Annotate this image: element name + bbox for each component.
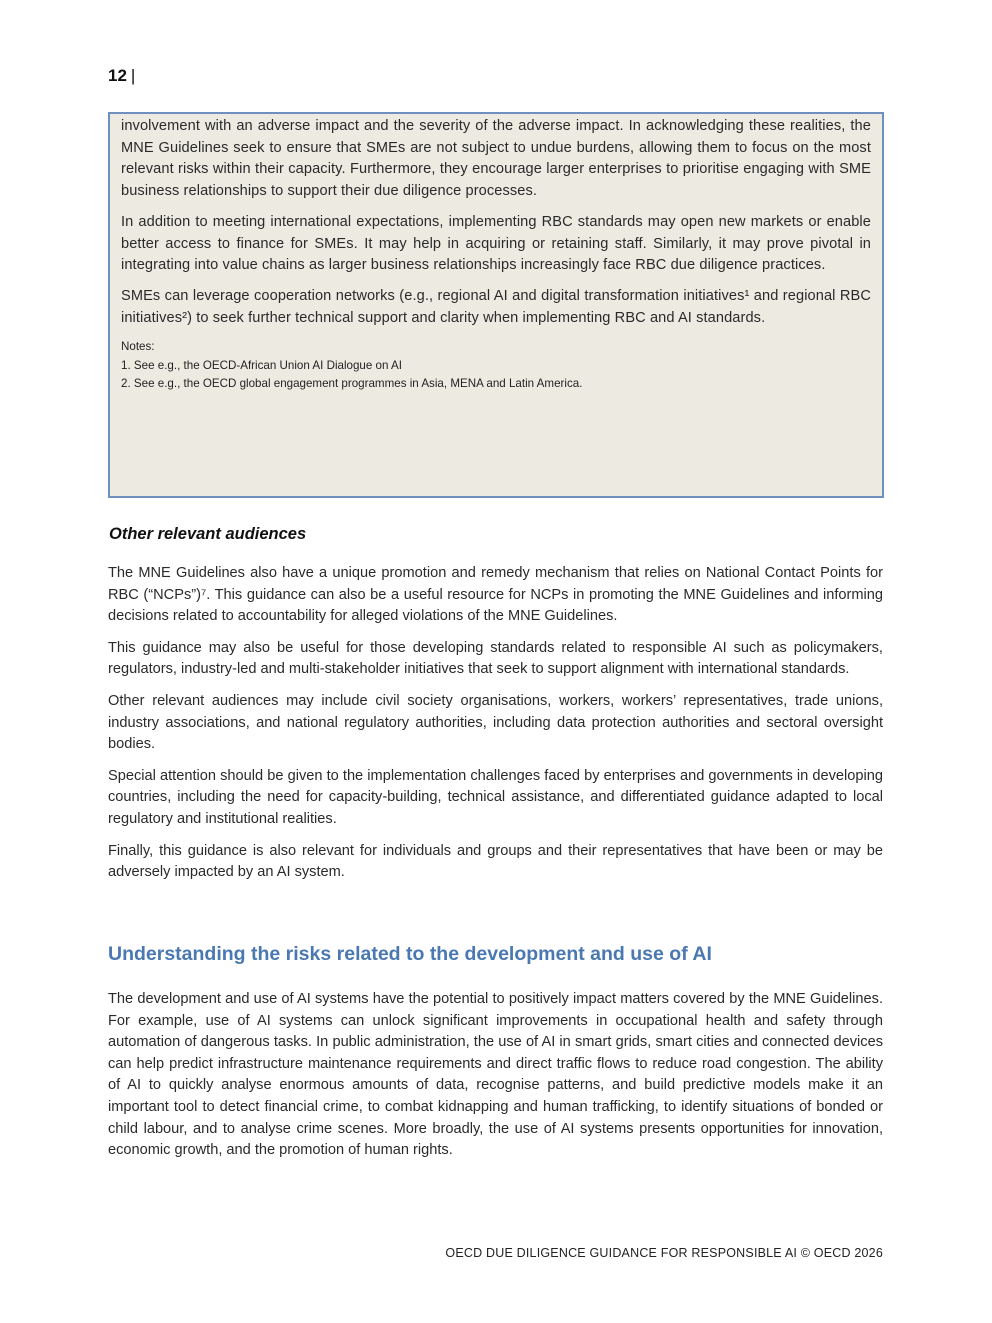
body-paragraph: Special attention should be given to the implementation challenges faced by enterprises and governments in developing countries, including the need for capacity-building, technical assistance, and differentiated guidance adapted to local regulatory and institutional realities.: [108, 767, 883, 827]
box-paragraph: In addition to meeting international expectations, implementing RBC standards may open new markets or enable better access to finance for SMEs. It may help in acquiring or retaining staff. Similarly, it may prove pivotal in integrating into value chains as larger business relationships increasingly face RBC due diligence practices.: [121, 213, 871, 274]
notes-label: Notes:: [121, 340, 155, 354]
body-paragraph: The MNE Guidelines also have a unique promotion and remedy mechanism that relies on National Contact Points for RBC (“NCPs”)⁷. This guidance can also be a useful resource for NCPs in promoting the MNE Guidelines and informing decisions related to accountability for alleged violations of the MNE Guidelines.: [108, 565, 883, 625]
body-paragraph: This guidance may also be useful for those developing standards related to responsible AI such as policymakers, regulators, industry-led and multi-stakeholder initiatives that seek to support alignment with international standards.: [108, 639, 883, 678]
box-notes: [121, 338, 871, 394]
section-heading-risks: Understanding the risks related to the development and use of AI: [108, 943, 712, 965]
body-paragraph: Finally, this guidance is also relevant for individuals and groups and their representatives that have been or may be adversely impacted by an AI system.: [108, 842, 883, 881]
sme-info-box: [108, 112, 884, 498]
page-number-value: 12: [108, 66, 127, 85]
note-item: 2. See e.g., the OECD global engagement programmes in Asia, MENA and Latin America.: [121, 377, 583, 391]
section-heading-other-audiences: Other relevant audiences: [109, 525, 307, 543]
note-item: 1. See e.g., the OECD-African Union AI Dialogue on AI: [121, 358, 402, 372]
page-number-separator: |: [130, 66, 136, 85]
box-paragraph: involvement with an adverse impact and the severity of the adverse impact. In acknowledging these realities, the MNE Guidelines seek to ensure that SMEs are not subject to undue burdens, allowing them to focus on the most relevant risks within their capacity. Furthermore, they encourage larger enterprises to prioritise engaging with SME business relationships to support their due diligence processes.: [121, 118, 871, 200]
risks-body: [108, 989, 883, 1172]
page-footer: OECD DUE DILIGENCE GUIDANCE FOR RESPONSIBLE AI © OECD 2026: [445, 1246, 883, 1260]
body-paragraph: The development and use of AI systems have the potential to positively impact matters covered by the MNE Guidelines. For example, use of AI systems can unlock significant improvements in occupational health and safety through automation of dangerous tasks. In public administration, the use of AI in smart grids, smart cities and connected devices can help predict infrastructure maintenance requirements and direct traffic flows to reduce road congestion. The ability of AI to quickly analyse enormous amounts of data, recognise patterns, and build predictive models make it an important tool to detect financial crime, to combat kidnapping and human trafficking, to identify situations of bonded or child labour, and to analyse crime scenes. More broadly, the use of AI systems presents opportunities for innovation, economic growth, and the promotion of human rights.: [108, 991, 883, 1159]
other-audiences-body: [108, 563, 883, 894]
page-number: [108, 66, 135, 86]
box-paragraph: SMEs can leverage cooperation networks (e.g., regional AI and digital transformation initiatives¹ and regional RBC initiatives²) to seek further technical support and clarity when implementing RBC and AI standards.: [121, 287, 871, 326]
body-paragraph: Other relevant audiences may include civil society organisations, workers, workers’ representatives, trade unions, industry associations, and national regulatory authorities, including data protection authorities and sectoral oversight bodies.: [108, 692, 883, 753]
